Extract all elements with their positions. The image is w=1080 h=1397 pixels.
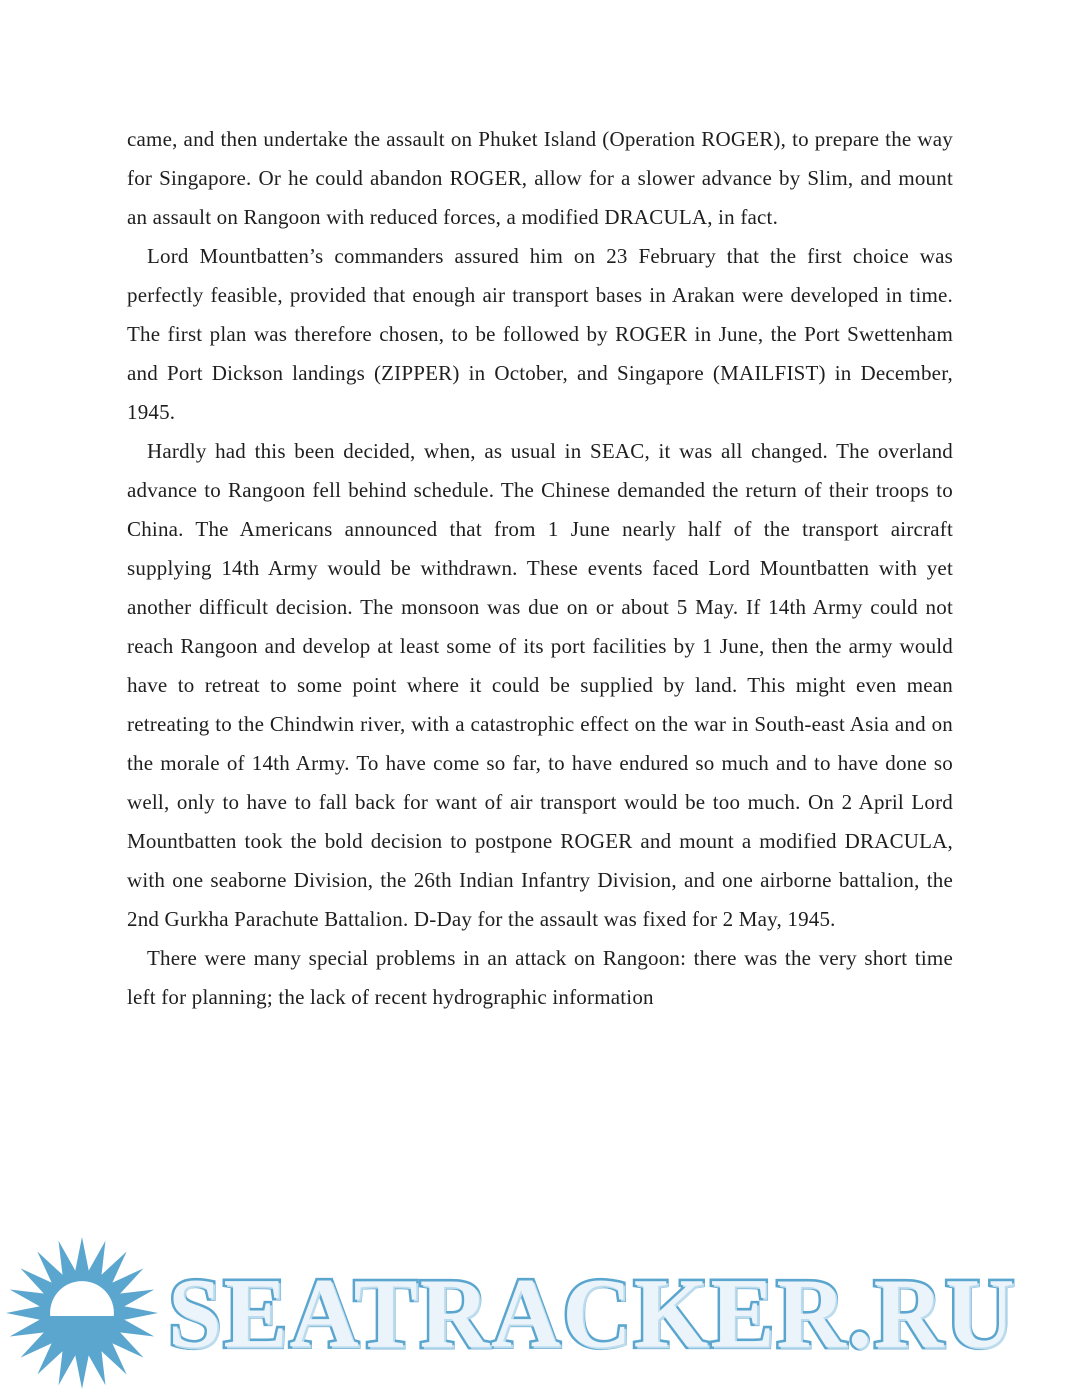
sun-icon <box>6 1237 158 1389</box>
paragraph: There were many special problems in an attack on Rangoon: there was the very short time left for planning; the lack of recent hydrographic information <box>127 946 953 1009</box>
page-text <box>127 120 953 1017</box>
watermark-text: SEATRACKER.RU <box>168 1256 1017 1369</box>
paragraph: Hardly had this been decided, when, as usual in SEAC, it was all changed. The overland advance to Rangoon fell behind schedule. The Chinese demanded the return of their troops to China. The Americans announced that from 1 June nearly half of the transport aircraft supplying 14th Army would be withdrawn. These events faced Lord Mountbatten with yet another difficult decision. The monsoon was due on or about 5 May. If 14th Army could not reach Rangoon and develop at least some of its port facilities by 1 June, then the army would have to retreat to some point where it could be supplied by land. This might even mean retreating to the Chindwin river, with a catastrophic effect on the war in South-east Asia and on the morale of 14th Army. To have come so far, to have endured so much and to have done so well, only to have to fall back for want of air transport would be too much. On 2 April Lord Mountbatten took the bold decision to postpone ROGER and mount a modified DRACULA, with one seaborne Division, the 26th Indian Infantry Division, and one airborne battalion, the 2nd Gurkha Parachute Battalion. D-Day for the assault was fixed for 2 May, 1945. <box>127 439 953 931</box>
paragraph: came, and then undertake the assault on Phuket Island (Operation ROGER), to prepare the way for Singapore. Or he could abandon ROGER, allow for a slower advance by Slim, and mount an assault on Rangoon with reduced forces, a modified DRACULA, in fact. <box>127 127 953 229</box>
watermark <box>0 1233 1080 1393</box>
paragraph: Lord Mountbatten’s commanders assured him on 23 February that the first choice was perfectly feasible, provided that enough air transport bases in Arakan were developed in time. The first plan was therefore chosen, to be followed by ROGER in June, the Port Swettenham and Port Dickson landings (ZIPPER) in October, and Singapore (MAILFIST) in December, 1945. <box>127 244 953 424</box>
